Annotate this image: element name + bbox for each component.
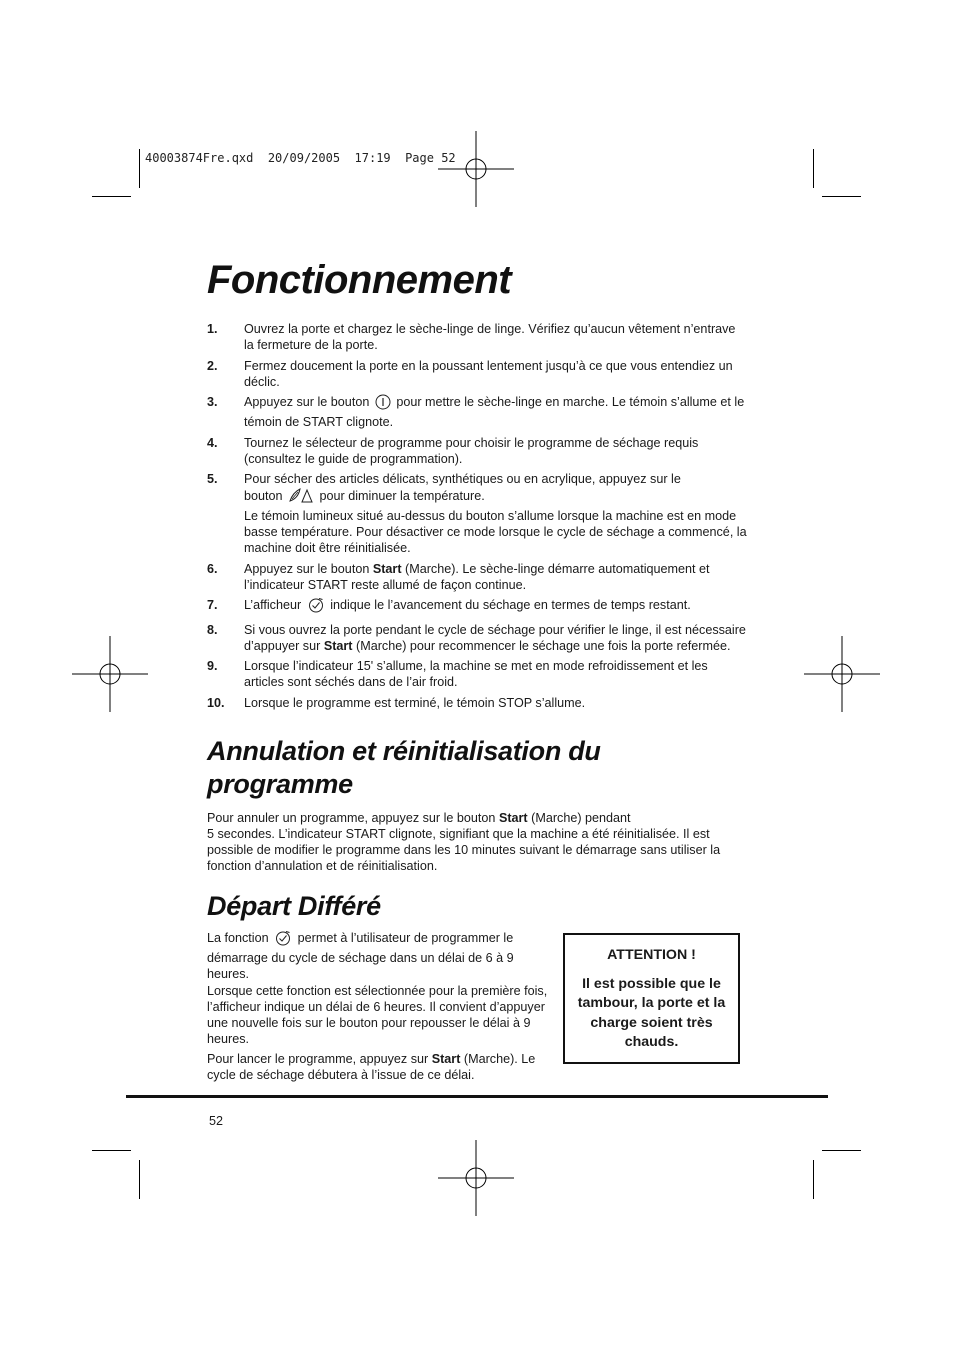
- print-slug: 40003874Fre.qxd 20/09/2005 17:19 Page 52: [145, 151, 456, 165]
- crop-mark: [139, 149, 140, 188]
- section-heading: Départ Différé: [207, 891, 381, 921]
- registration-mark-icon: [72, 636, 148, 712]
- step-text: pour mettre le sèche-linge en marche. Le témoin s’allume et le témoin de START clignote.: [244, 395, 745, 429]
- paragraph-text: permet à l’utilisateur de programmer le démarrage du cycle de séchage dans un délai de 6 à 9 heures.: [207, 931, 514, 981]
- footer-divider: [126, 1095, 828, 1098]
- list-item: [207, 622, 747, 654]
- step-number: 1.: [207, 322, 218, 336]
- paragraph: [207, 930, 552, 982]
- list-item: [207, 435, 747, 467]
- step-text: Tournez le sélecteur de programme pour choisir le programme de séchage requis (consultez le guide de programmation).: [244, 435, 699, 466]
- list-item: [207, 597, 747, 617]
- step-text: pour diminuer la température.: [319, 489, 485, 503]
- step-text: L’afficheur: [244, 598, 302, 612]
- step-number: 5.: [207, 472, 218, 486]
- step-number: 10.: [207, 695, 225, 710]
- crop-mark: [92, 1150, 131, 1151]
- paragraph-bold-text: Start: [498, 811, 528, 825]
- warning-text: Il est possible que le tambour, la porte et la charge soient très chauds.: [577, 975, 726, 1050]
- instruction-list: [207, 321, 747, 715]
- paragraph-text: (Marche). Le cycle de séchage débutera à l’issue de ce délai.: [207, 1052, 536, 1082]
- paragraph: [207, 810, 737, 874]
- step-bold-text: Start: [323, 638, 353, 653]
- step-number: 7.: [207, 598, 218, 612]
- registration-mark-icon: [804, 636, 880, 712]
- paragraph-text: (Marche) pendant: [531, 811, 631, 825]
- paragraph: Lorsque cette fonction est sélectionnée pour la première fois, l’afficheur indique un délai de 6 heures. Il convient d’appuyer une nouvelle fois sur le bouton pour repousser le délai à 9 heures.: [207, 984, 548, 1046]
- section-heading-line: Annulation et réinitialisation du: [207, 736, 601, 766]
- page-number: 52: [209, 1114, 224, 1128]
- list-item: [207, 358, 747, 390]
- step-text: Si vous ouvrez la porte pendant le cycle de séchage pour vérifier le linge, il est nécessaire d’appuyer sur: [244, 622, 746, 653]
- list-item: [207, 561, 747, 593]
- list-item: [207, 394, 747, 430]
- step-text: Ouvrez la porte et chargez le sèche-linge de linge. Vérifiez qu’aucun vêtement n’entrave la fermeture de la porte.: [244, 322, 736, 352]
- low-temperature-icon: [288, 487, 314, 508]
- step-text: (Marche) pour recommencer le séchage une fois la porte refermée.: [356, 638, 731, 653]
- step-bold-text: Start: [372, 561, 402, 576]
- power-button-icon: [375, 394, 391, 414]
- registration-mark-icon: [438, 1140, 514, 1216]
- step-text: Pour sécher des articles délicats, synthétiques ou en acrylique, appuyez sur le: [244, 472, 681, 486]
- step-text: bouton: [244, 489, 283, 503]
- list-item: [207, 321, 747, 353]
- step-text: indique le l’avancement du séchage en termes de temps restant.: [330, 598, 691, 612]
- crop-mark: [822, 1150, 861, 1151]
- step-number: 2.: [207, 358, 218, 373]
- paragraph-text: Pour annuler un programme, appuyez sur le bouton: [207, 811, 496, 825]
- step-text: Appuyez sur le bouton: [244, 395, 370, 409]
- list-item: [207, 471, 747, 556]
- step-number: 8.: [207, 622, 218, 637]
- step-text: Appuyez sur le bouton: [244, 561, 370, 576]
- step-text: Lorsque le programme est terminé, le témoin STOP s’allume.: [244, 695, 586, 710]
- step-number: 3.: [207, 395, 218, 409]
- paragraph: [207, 1051, 552, 1083]
- list-item: [207, 695, 747, 711]
- crop-mark: [822, 196, 861, 197]
- crop-mark: [813, 149, 814, 188]
- step-text: (Marche). Le sèche-linge démarre automatiquement et l’indicateur START reste allumé de façon continue.: [244, 561, 710, 592]
- warning-box: [563, 933, 740, 1064]
- page-title: Fonctionnement: [207, 258, 512, 302]
- step-text: Lorsque l’indicateur 15' s’allume, la machine se met en mode refroidissement et les articles sont séchés dans de l’air froid.: [244, 659, 708, 689]
- paragraph-text: Pour lancer le programme, appuyez sur: [207, 1052, 429, 1066]
- crop-mark: [813, 1160, 814, 1199]
- registration-mark-icon: [438, 131, 514, 207]
- section-heading: [207, 735, 601, 801]
- crop-mark: [92, 196, 131, 197]
- step-text: Fermez doucement la porte en la poussant lentement jusqu’à ce que vous entendiez un déclic.: [244, 358, 733, 389]
- timer-display-icon: [274, 930, 292, 950]
- paragraph-bold-text: Start: [431, 1052, 461, 1066]
- paragraph-text: La fonction: [207, 931, 269, 945]
- timer-display-icon: [307, 597, 325, 617]
- step-number: 4.: [207, 435, 218, 450]
- step-number: 9.: [207, 659, 218, 673]
- step-text: Le témoin lumineux situé au-dessus du bouton s’allume lorsque la machine est en mode basse température. Pour désactiver ce mode lorsque le cycle de séchage a commencé, la machine doit être réinitialisée.: [244, 509, 747, 555]
- paragraph-text: 5 secondes. L’indicateur START clignote, signifiant que la machine a été réinitialisée. Il est possible de modifier le programme dans les 10 minutes suivant le démarrage sans utiliser la fonction d’annulation et de réinitialisation.: [207, 827, 721, 873]
- step-number: 6.: [207, 561, 218, 576]
- crop-mark: [139, 1160, 140, 1199]
- section-heading-line: programme: [207, 769, 353, 799]
- warning-title: ATTENTION !: [607, 947, 696, 963]
- list-item: [207, 658, 747, 690]
